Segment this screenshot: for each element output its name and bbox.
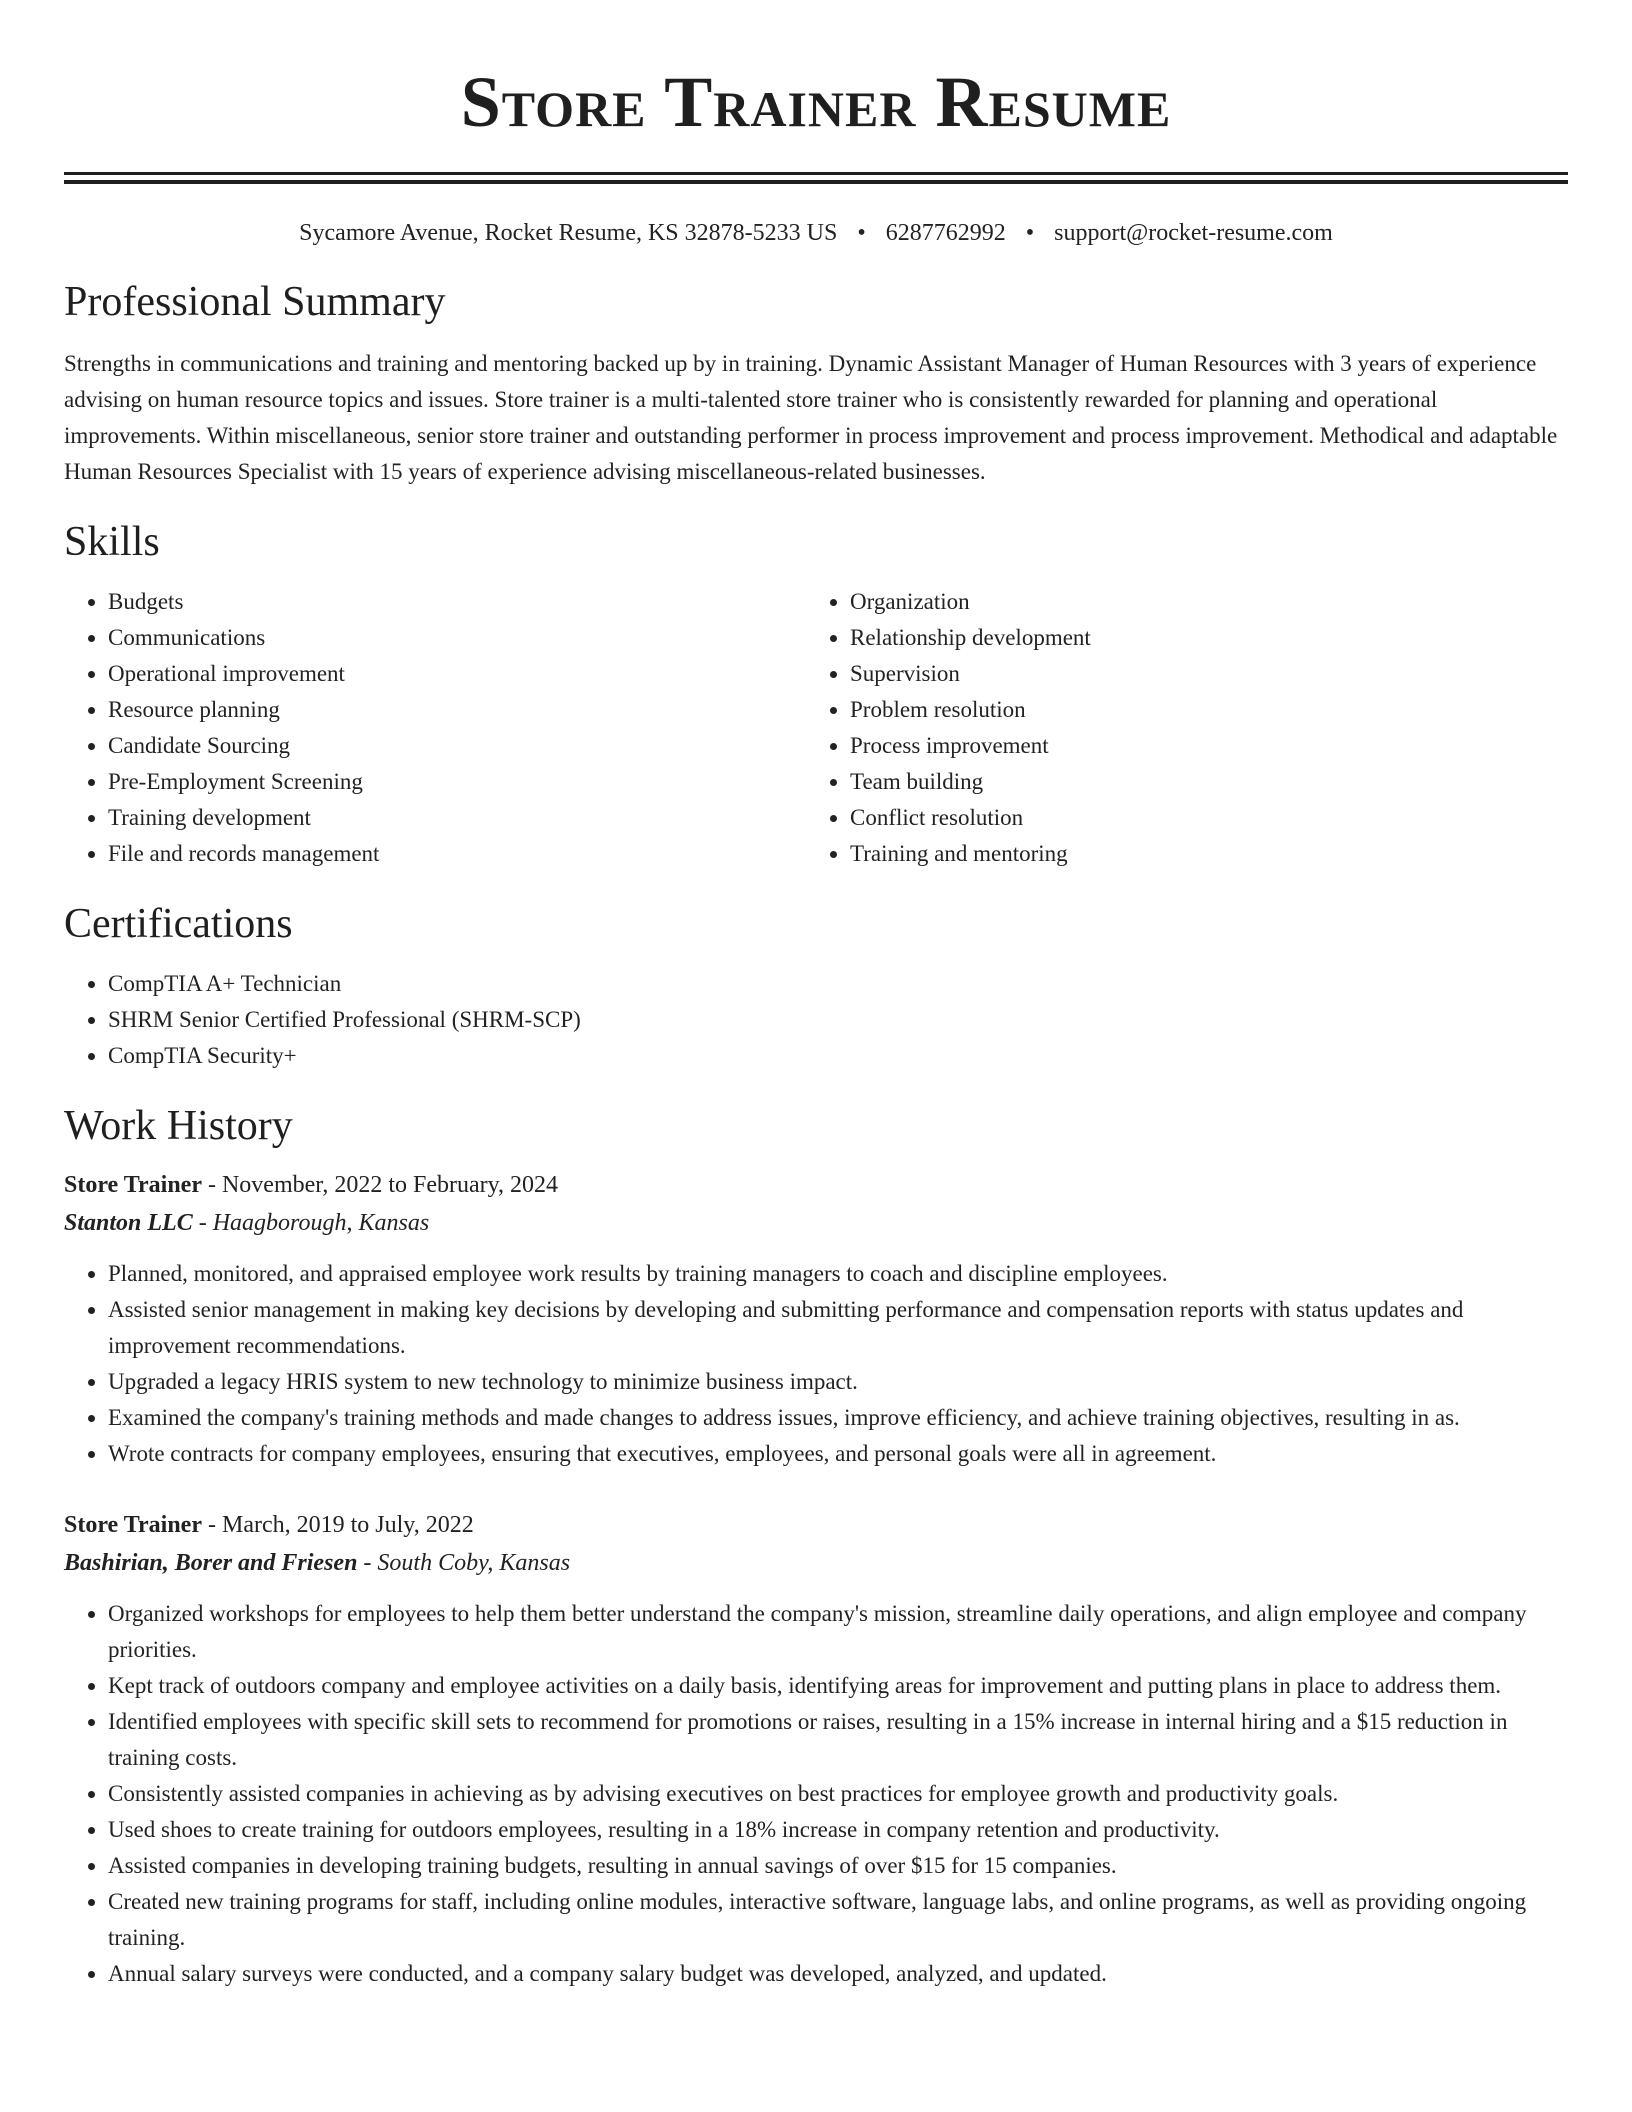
job-role: Store Trainer (64, 1512, 202, 1538)
job-entry (64, 1506, 1568, 1992)
skill-item: • Resource planning (108, 692, 806, 728)
work-history-section (64, 1100, 1568, 1992)
certification-item: • CompTIA A+ Technician (108, 966, 1568, 1002)
skills-column-right (806, 584, 1548, 872)
skill-item: • Supervision (850, 656, 1548, 692)
job-bullet: • Kept track of outdoors company and employee activities on a daily basis, identifying areas for improvement and putting plans in place to address them. (108, 1668, 1568, 1704)
skill-item: • Relationship development (850, 620, 1548, 656)
skill-item: • Team building (850, 764, 1548, 800)
job-bullet: • Consistently assisted companies in achieving as by advising executives on best practices for employee growth and productivity goals. (108, 1776, 1568, 1812)
skills-grid (64, 584, 1568, 872)
skill-item: • Candidate Sourcing (108, 728, 806, 764)
job-bullet: • Organized workshops for employees to help them better understand the company's mission, streamline daily operations, and align employee and company priorities. (108, 1596, 1568, 1668)
job-bullet: • Assisted companies in developing training budgets, resulting in annual savings of over $15 for 15 companies. (108, 1848, 1568, 1884)
contact-phone: 6287762992 (885, 220, 1006, 246)
contact-separator: • (1025, 220, 1035, 246)
skill-item: • Organization (850, 584, 1548, 620)
skills-column-left (64, 584, 806, 872)
job-location: - South Coby, Kansas (357, 1550, 571, 1576)
skill-item: • Operational improvement (108, 656, 806, 692)
skill-item: • Training and mentoring (850, 836, 1548, 872)
skill-item: • Problem resolution (850, 692, 1548, 728)
job-bullet: • Annual salary surveys were conducted, and a company salary budget was developed, analyzed, and updated. (108, 1956, 1568, 1992)
contact-line (64, 218, 1568, 248)
job-company: Bashirian, Borer and Friesen (64, 1550, 358, 1576)
job-bullet: • Identified employees with specific skill sets to recommend for promotions or raises, resulting in a 15% increase in internal hiring and a $15 reduction in training costs. (108, 1704, 1568, 1776)
contact-address: Sycamore Avenue, Rocket Resume, KS 32878-5233 US (299, 220, 838, 246)
skills-list-left (64, 584, 806, 872)
job-bullet: • Planned, monitored, and appraised employee work results by training managers to coach and discipline employees. (108, 1256, 1568, 1292)
skill-item: • Budgets (108, 584, 806, 620)
contact-separator: • (857, 220, 866, 246)
job-bullet: • Wrote contracts for company employees, ensuring that executives, employees, and personal goals were all in agreement. (108, 1436, 1568, 1472)
skill-item: • Conflict resolution (850, 800, 1548, 836)
job-dates: - November, 2022 to February, 2024 (201, 1172, 559, 1198)
skills-section (64, 516, 1568, 872)
job-company: Stanton LLC (64, 1210, 193, 1236)
job-bullet: • Examined the company's training methods and made changes to address issues, improve efficiency, and achieve training objectives, resulting in as. (108, 1400, 1568, 1436)
job-bullet: • Created new training programs for staff, including online modules, interactive software, language labs, and online programs, as well as providing ongoing training. (108, 1884, 1568, 1956)
skill-item: • Pre-Employment Screening (108, 764, 806, 800)
skill-item: • Process improvement (850, 728, 1548, 764)
work-history-heading: Work History (64, 1103, 293, 1149)
job-bullet-list (64, 1256, 1568, 1472)
certifications-list (64, 966, 1568, 1074)
job-entry (64, 1166, 1568, 1472)
title-divider (64, 172, 1568, 184)
job-title-line (64, 1506, 1568, 1544)
skill-item: • Communications (108, 620, 806, 656)
job-company-line (64, 1204, 1568, 1242)
job-bullet: • Upgraded a legacy HRIS system to new technology to minimize business impact. (108, 1364, 1568, 1400)
skills-list-right (806, 584, 1548, 872)
certification-item: • CompTIA Security+ (108, 1038, 1568, 1074)
job-bullet: • Used shoes to create training for outdoors employees, resulting in a 18% increase in company retention and productivity. (108, 1812, 1568, 1848)
job-company-line (64, 1544, 1568, 1582)
job-role: Store Trainer (64, 1172, 202, 1198)
job-bullet: • Assisted senior management in making key decisions by developing and submitting performance and compensation reports with status updates and improvement recommendations. (108, 1292, 1568, 1364)
skill-item: • File and records management (108, 836, 806, 872)
job-bullet-list (64, 1596, 1568, 1992)
certification-item: • SHRM Senior Certified Professional (SHRM-SCP) (108, 1002, 1568, 1038)
resume-title: Store Trainer Resume (460, 62, 1172, 142)
certifications-section (64, 898, 1568, 1074)
summary-text: Strengths in communications and training and mentoring backed up by in training. Dynamic Assistant Manager of Human Resources with 3 years of experience advising on human resource topics and issues. Store trainer is a multi-talented store trainer who is consistently rewarded for planning and operational improvements. Within miscellaneous, senior store trainer and outstanding performer in process improvement and process improvement. Methodical and adaptable Human Resources Specialist with 15 years of experience advising miscellaneous-related businesses. (64, 351, 1558, 484)
job-dates: - March, 2019 to July, 2022 (201, 1512, 474, 1538)
summary-heading: Professional Summary (64, 279, 446, 325)
certifications-heading: Certifications (64, 901, 293, 947)
job-location: - Haagborough, Kansas (192, 1210, 430, 1236)
contact-email: support@rocket-resume.com (1054, 220, 1333, 246)
skill-item: • Training development (108, 800, 806, 836)
skills-heading: Skills (64, 519, 160, 565)
summary-section (64, 276, 1568, 490)
job-title-line (64, 1166, 1568, 1204)
